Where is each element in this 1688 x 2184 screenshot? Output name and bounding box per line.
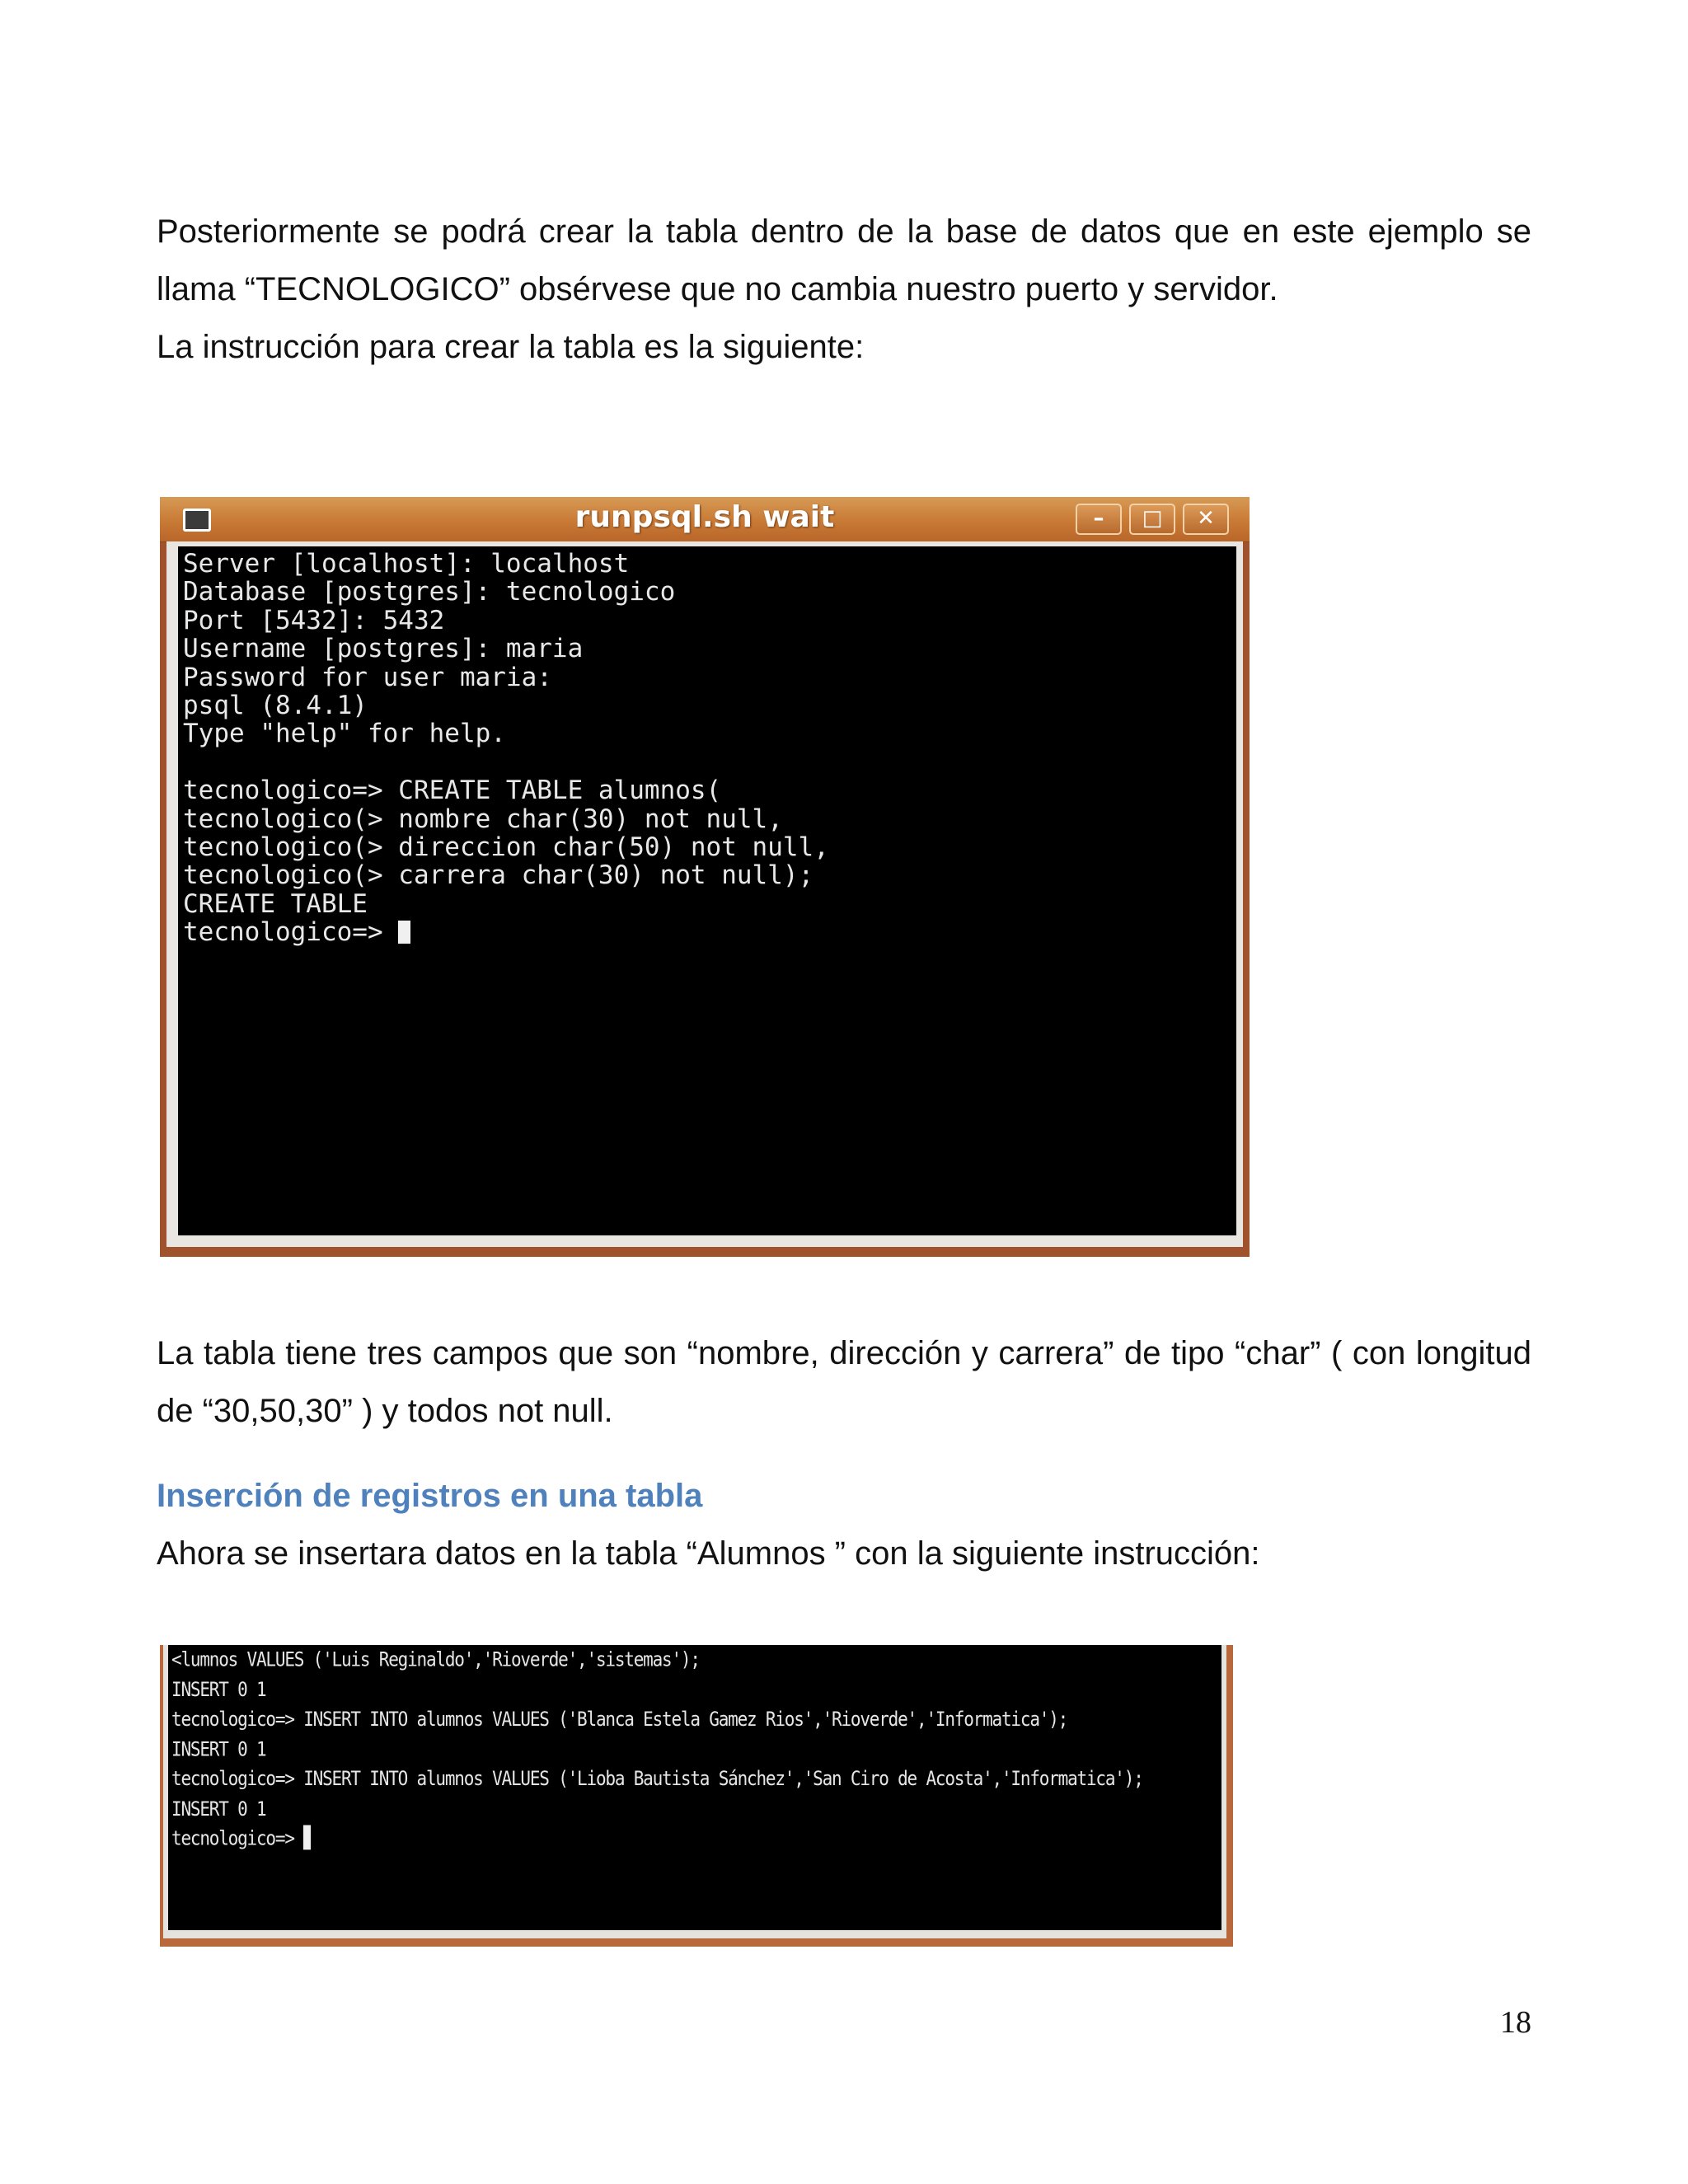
terminal-2-line: INSERT 0 1 (171, 1737, 266, 1760)
terminal-2-frame (163, 1645, 1226, 1938)
terminal-window-screenshot (160, 497, 1250, 1257)
intro-line-1: Posteriormente se podrá crear la tabla dentro de la base de datos que en este ejemplo se (157, 213, 1531, 250)
intro-paragraph (157, 203, 1531, 376)
terminal-frame (166, 541, 1243, 1247)
description-line-2: de “30,50,30” ) y todos not null. (157, 1393, 613, 1429)
terminal-line: tecnologico=> CREATE TABLE alumnos( (183, 776, 722, 806)
terminal-line: Username [postgres]: maria (183, 634, 584, 664)
maximize-button: □ (1129, 504, 1175, 535)
terminal-cursor (398, 921, 410, 944)
terminal-2-line: INSERT 0 1 (171, 1797, 266, 1821)
section-text-line: Ahora se insertara datos en la tabla “Alumnos ” con la siguiente instrucción: (157, 1535, 1260, 1572)
intro-line-3: La instrucción para crear la tabla es la siguiente: (157, 329, 865, 365)
terminal-2-line: INSERT 0 1 (171, 1677, 266, 1701)
close-button: ✕ (1183, 504, 1229, 535)
terminal-2-cursor (303, 1825, 311, 1850)
terminal-2-line: tecnologico=> INSERT INTO alumnos VALUES ('Lioba Bautista Sánchez','San Ciro de Acosta','Informatica'); (171, 1767, 1143, 1790)
window-title-bar (160, 497, 1250, 542)
terminal-2-prompt: tecnologico=> (171, 1826, 304, 1850)
terminal-screenshot-2 (160, 1645, 1233, 1947)
terminal-screen (178, 546, 1236, 1235)
terminal-2-line: <lumnos VALUES ('Luis Reginaldo','Rioverde','sistemas'); (171, 1647, 700, 1671)
description-paragraph (157, 1324, 1531, 1440)
section-heading: Inserción de registros en una tabla (157, 1478, 703, 1514)
minimize-button: – (1076, 504, 1122, 535)
terminal-line: tecnologico(> nombre char(30) not null, (183, 804, 783, 834)
terminal-prompt: tecnologico=> (183, 917, 399, 948)
terminal-line: Server [localhost]: localhost (183, 549, 630, 579)
window-title: runpsql.sh wait (574, 500, 835, 534)
terminal-line: psql (8.4.1) (183, 691, 368, 721)
terminal-line: tecnologico(> carrera char(30) not null); (183, 860, 814, 891)
terminal-2-line: tecnologico=> INSERT INTO alumnos VALUES ('Blanca Estela Gamez Rios','Rioverde','Informatica'); (171, 1707, 1068, 1731)
terminal-2-screen (168, 1645, 1221, 1930)
terminal-line: Database [postgres]: tecnologico (183, 577, 676, 607)
terminal-2-output (171, 1645, 1143, 1854)
terminal-output (183, 550, 829, 947)
section-text (157, 1525, 1531, 1582)
terminal-line: Type "help" for help. (183, 719, 506, 749)
terminal-line: CREATE TABLE (183, 888, 368, 919)
terminal-line: Port [5432]: 5432 (183, 605, 445, 635)
intro-line-2: llama “TECNOLOGICO” obsérvese que no cambia nuestro puerto y servidor. (157, 271, 1278, 307)
description-line-1: La tabla tiene tres campos que son “nombre, dirección y carrera” de tipo “char” ( con longitud (157, 1335, 1531, 1371)
terminal-line: tecnologico(> direccion char(50) not null, (183, 832, 829, 863)
terminal-line: Password for user maria: (183, 662, 552, 692)
page-number: 18 (1500, 2005, 1531, 2040)
